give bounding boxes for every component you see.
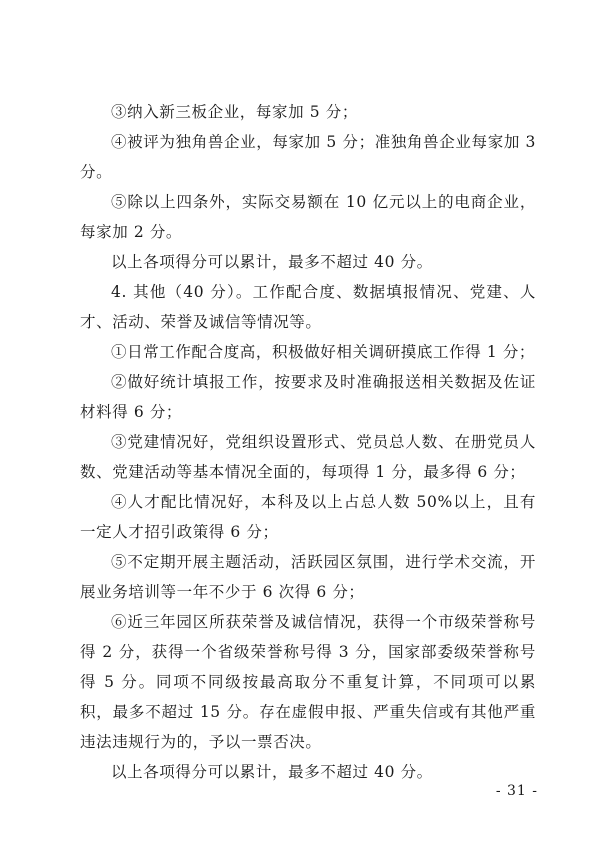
paragraph-other-1: ①日常工作配合度高，积极做好相关调研摸底工作得 1 分；: [111, 343, 536, 361]
paragraph-total: 以上各项得分可以累计，最多不超过 40 分。: [111, 763, 433, 781]
paragraph-item-5: ⑤除以上四条外，实际交易额在 10 亿元以上的电商企业，每家加 2 分。: [80, 193, 536, 241]
paragraph-other-6: ⑥近三年园区所获荣誉及诚信情况，获得一个市级荣誉称号得 2 分，获得一个省级荣誉称号得 3 分，国家部委级荣誉称号得 5 分。同项不同级按最高取分不重复计算，不同项可以累积，最多不超过 15 分。存在虚假申报、严重失信或有其他严重违法违规行为的，予以一票否决。: [80, 613, 536, 751]
paragraph-subtotal: 以上各项得分可以累计，最多不超过 40 分。: [111, 253, 433, 271]
paragraph-other-5: ⑤不定期开展主题活动，活跃园区氛围，进行学术交流，开展业务培训等一年不少于 6 次得 6 分；: [80, 553, 536, 601]
page-number: - 31 -: [495, 783, 538, 799]
paragraph-other-4: ④人才配比情况好，本科及以上占总人数 50%以上，且有一定人才招引政策得 6 分；: [80, 493, 536, 541]
paragraph-item-4: ④被评为独角兽企业，每家加 5 分；准独角兽企业每家加 3 分。: [80, 133, 536, 181]
document-body: [80, 97, 536, 787]
paragraph-other-3: ③党建情况好，党组织设置形式、党员总人数、在册党员人数、党建活动等基本情况全面的，每项得 1 分，最多得 6 分；: [80, 433, 536, 481]
paragraph-other-2: ②做好统计填报工作，按要求及时准确报送相关数据及佐证材料得 6 分；: [80, 373, 536, 421]
paragraph-item-3: ③纳入新三板企业，每家加 5 分；: [111, 103, 358, 121]
section-heading-other: 4. 其他（40 分）。工作配合度、数据填报情况、党建、人才、活动、荣誉及诚信等情况等。: [80, 283, 536, 331]
